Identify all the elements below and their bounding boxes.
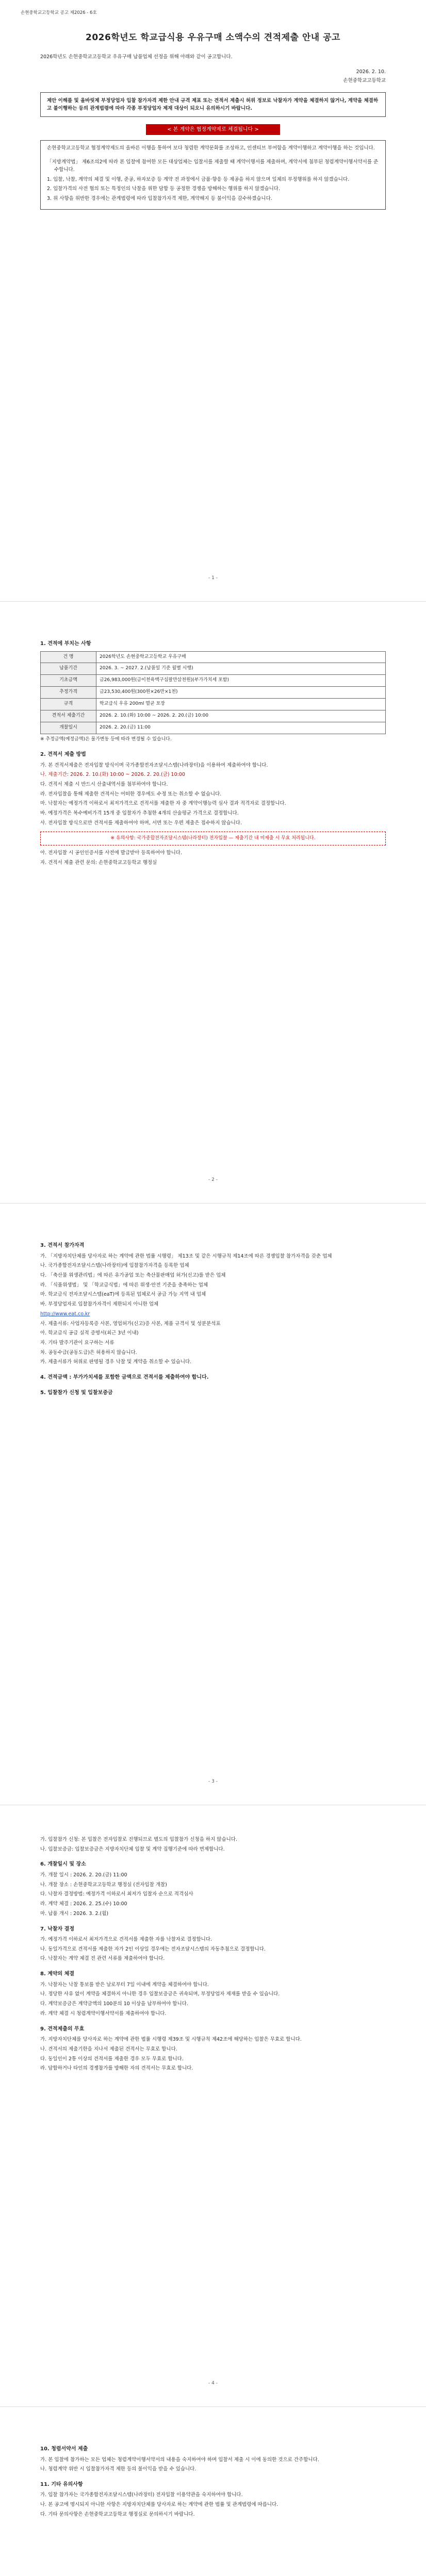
list-item: 마. 납품 개시 : 2026. 3. 2.(월) [40, 1910, 109, 1917]
list-item: 가. 본 입찰에 참가하는 모든 업체는 청렴계약이행서약서의 내용을 숙지하여야 하며 입찰서 제출 시 이에 동의한 것으로 간주합니다. [40, 2456, 319, 2463]
section-heading: 3. 견적서 참가자격 [40, 1243, 85, 1248]
section-heading: 5. 입찰참가 신청 및 입찰보증금 [40, 1389, 113, 1396]
list-item: 2. 입찰가격의 사전 협의 또는 특정인의 낙찰을 위한 담합 등 공정한 경쟁을 방해하는 행위를 하지 않겠습니다. [47, 186, 280, 192]
list-item: 다. 「축산물 위생관리법」에 따른 유가공업 또는 축산물판매업 허가(신고)를 받은 업체 [40, 1272, 226, 1278]
integrity-intro: 손현중학교고등학교 협정계약제도의 올바른 이행을 통하여 보다 청렴한 계약문화를 조성하고, 인센티브 부여함을 계약이행하고 계약이행을 하는 것입니다. [47, 145, 375, 151]
table-key: 추정가격 [41, 687, 96, 699]
list-item: 다. 동일인이 2통 이상의 견적서를 제출한 경우 모두 무효로 합니다. [40, 2056, 184, 2062]
table-value: 2026. 3. ~ 2027. 2.(납품일 기준 월별 시행) [96, 663, 386, 675]
section-heading: 1. 견적에 부치는 사항 [40, 641, 91, 647]
list-item: 나. 제출기간: 2026. 2. 10.(화) 10:00 ~ 2026. 2. 20.(금) 10:00 [40, 772, 185, 778]
list-item: 1. 입찰, 낙찰, 계약의 체결 및 이행, 준공, 하자보증 등 계약 전 과정에서 금품·향응 등 제공을 하지 않으며 일체의 부정행위를 하지 않겠습니다. [47, 176, 350, 182]
list-item: 아. 학교급식 공급 실적 증명서(최근 3년 이내) [40, 1330, 139, 1336]
section-heading: 7. 낙찰자 결정 [40, 1926, 75, 1932]
list-item: 다. 기타 문의사항은 손현중학교고등학교 행정실로 문의하시기 바랍니다. [40, 2511, 195, 2517]
list-item: 바. 예정가격은 복수예비가격 15개 중 입찰자가 추첨한 4개의 산술평균 가격으로 결정합니다. [40, 810, 239, 817]
document-subtitle: 2026학년도 손현중학교고등학교 우유구매 납품업체 선정을 위해 아래와 같이 공고합니다. [40, 54, 233, 60]
table-value: 금26,983,000원(금이천육백구십팔만삼천원)(부가가치세 포함) [96, 675, 386, 687]
table-key: 개찰일시 [41, 722, 96, 734]
list-item: 가. 예정가격 이하로서 최저가격으로 견적서를 제출한 자를 낙찰자로 결정합니다. [40, 1937, 212, 1943]
list-item: 마. 낙찰자는 예정가격 이하로서 최저가격으로 견적서를 제출한 자 중 계약이행능력 심사 결과 적격자로 결정합니다. [40, 801, 286, 807]
table-value: 2026. 2. 20.(금) 11:00 [96, 722, 386, 734]
integrity-box [40, 140, 386, 209]
list-item: 라. 계약 체결 : 2026. 2. 25.(수) 10:00 [40, 1901, 127, 1907]
document-title: 2026학년도 학교급식용 우유구매 소액수의 견적제출 안내 공고 [86, 32, 340, 43]
section-heading: 9. 견적제출의 무효 [40, 2026, 85, 2032]
table-key: 건 명 [41, 651, 96, 663]
list-item: 차. 공동수급(공동도급)은 허용하지 않습니다. [40, 1349, 137, 1355]
list-item: 가. 입찰 참가자는 국가종합전자조달시스템(나라장터) 전자입찰 이용약관을 숙지하여야 합니다. [40, 2492, 243, 2498]
list-item: 바. 부정당업자로 입찰참가자격이 제한되지 아니한 업체 [40, 1301, 159, 1308]
warning-box: 제안 이해를 및 올바릿제 부정당업자 입찰 참가자격 제한 안내 규격 제표 또는 견적서 제출시 허위 정보로 낙찰자가 계약을 체결하지 않거나, 계약을 체결하고 불이행하는 등의 관계법령에 따라 각종 부정당업자 제재 대상이 되오니 유의하시기 바랍니다. [40, 92, 386, 117]
list-item: 라. 전자입찰을 통해 제출한 견적서는 어떠한 경우에도 수정 또는 취소할 수 없습니다. [40, 791, 222, 797]
list-item: 가. 입찰참가 신청: 본 입찰은 전자입찰로 진행되므로 별도의 입찰참가 신청을 하지 않습니다. [40, 1837, 238, 1842]
list-item: 다. 계약보증금은 계약금액의 100분의 10 이상을 납부하여야 합니다. [40, 2001, 188, 2007]
table-key: 규격 [41, 699, 96, 710]
list-item: 나. 정당한 사유 없이 계약을 체결하지 아니한 경우 입찰보증금은 귀속되며, 부정당업자 제재를 받을 수 있습니다. [40, 1991, 280, 1997]
list-item: 자. 견적서 제출 관련 문의: 손현중학교고등학교 행정실 [40, 860, 157, 866]
eat-link[interactable]: http://www.eat.co.kr [40, 1311, 90, 1317]
table-key: 납품기간 [41, 663, 96, 675]
school-name: 손현중학교고등학교 [343, 77, 386, 83]
table-row [41, 722, 386, 734]
page-2 [0, 602, 426, 1204]
page-1 [0, 0, 426, 602]
list-item: 나. 본 공고에 명시되지 아니한 사항은 지방자치단체를 당사자로 하는 계약에 관한 법률 및 관계법령에 따릅니다. [40, 2502, 278, 2508]
table-row [41, 663, 386, 675]
list-item: 사. 전자입찰 방식으로만 견적서를 제출하여야 하며, 서면 또는 우편 제출은 접수하지 않습니다. [40, 820, 242, 826]
table-value: 금23,530,400원(300원×26만×1천) [96, 687, 386, 699]
list-item: 나. 동일가격으로 견적서를 제출한 자가 2인 이상일 경우에는 전자조달시스템의 자동추첨으로 결정합니다. [40, 1946, 266, 1952]
list-item: 라. 「식품위생법」 및 「학교급식법」에 따른 위생·안전 기준을 충족하는 업체 [40, 1282, 208, 1288]
list-item: 카. 제출서류가 허위로 판명될 경우 낙찰 및 계약을 취소할 수 있습니다. [40, 1359, 192, 1365]
list-item: 마. 학교급식 전자조달시스템(eaT)에 등록된 업체로서 공급 가능 지역 내 업체 [40, 1292, 206, 1298]
section-heading: 4. 견적금액 : 부가가치세를 포함한 금액으로 견적서를 제출하여야 합니다. [40, 1375, 209, 1381]
info-table [40, 651, 386, 735]
page-number: - 4 - [208, 2381, 218, 2386]
list-item: 3. 위 사항을 위반한 경우에는 관계법령에 따라 입찰참가자격 제한, 계약해지 등 불이익을 감수하겠습니다. [47, 195, 272, 201]
list-item: 나. 견적서의 제출기한을 지나서 제출된 견적서는 무효로 합니다. [40, 2046, 177, 2052]
list-item: 다. 견적서 제출 시 반드시 산출내역서를 첨부하여야 합니다. [40, 781, 168, 787]
table-key: 견적서 제출기간 [41, 710, 96, 722]
list-item: 아. 전자입찰 시 공인인증서를 사전에 발급받아 등록하여야 합니다. [40, 850, 182, 856]
list-item: 사. 제출서류: 사업자등록증 사본, 영업허가(신고)증 사본, 제품 규격서 및 성분분석표 [40, 1320, 221, 1327]
page-number: - 3 - [208, 1779, 218, 1784]
list-item: 가. 본 견적서제출은 전자입찰 방식이며 국가종합전자조달시스템(나라장터)을 이용하여 제출하여야 합니다. [40, 762, 268, 768]
page-number: - 1 - [208, 575, 218, 581]
section-heading: 8. 계약의 체결 [40, 1971, 75, 1977]
list-item: 가. 지방자치단체를 당사자로 하는 계약에 관한 법률 시행령 제39조 및 시행규칙 제42조에 해당하는 입찰은 무효로 합니다. [40, 2037, 302, 2043]
list-item: 나. 국가종합전자조달시스템(나라장터)에 입찰참가자격을 등록한 업체 [40, 1263, 189, 1269]
integrity-list [47, 159, 379, 203]
document-number: 손현중학교고등학교 공고 제2026 - 6호 [21, 10, 97, 15]
list-item: 나. 개찰 장소 : 손현중학교고등학교 행정실 (전자입찰 개찰) [40, 1882, 167, 1888]
section-heading: 6. 개찰일시 및 장소 [40, 1861, 86, 1868]
list-item: 다. 낙찰자 결정방법: 예정가격 이하로서 최저가 입찰자 순으로 적격심사 [40, 1891, 193, 1897]
section-heading: 10. 청렴서약서 제출 [40, 2446, 88, 2452]
table-key: 기초금액 [41, 675, 96, 687]
list-item: 「지방계약법」 제6조의2에 따라 본 입찰에 참여한 모든 대상업체는 입찰서를 제출할 때 계약이행서를 제출하며, 계약서에 첨부된 청렴계약이행서약서를 준수합니다. [47, 159, 379, 173]
announcement-date: 2026. 2. 10. [356, 69, 386, 75]
page-4 [0, 1805, 426, 2407]
table-value: 2026. 2. 10.(화) 10:00 ~ 2026. 2. 20.(금) 10:00 [96, 710, 386, 722]
list-item: 나. 청렴계약 위반 시 입찰참가자격 제한 등의 불이익을 받을 수 있습니다. [40, 2466, 196, 2472]
list-item: 나. 입찰보증금: 입찰보증금은 지방자치단체 입찰 및 계약 집행기준에 따라 면제합니다. [40, 1846, 225, 1852]
table-row [41, 687, 386, 699]
table-row [41, 710, 386, 722]
list-item: 가. 낙찰자는 낙찰 통보를 받은 날로부터 7일 이내에 계약을 체결하여야 합니다. [40, 1981, 209, 1988]
table-note: ※ 추정금액(예정금액)은 물가변동 등에 따라 변경될 수 있습니다. [40, 737, 172, 742]
table-value: 학교급식 우유 200ml 멸균 포장 [96, 699, 386, 710]
table-row [41, 699, 386, 710]
notice-box: ※ 유의사항: 국가종합전자조달시스템(나라장터) 전자입찰 — 제출기간 내 미제출 시 무효 처리됩니다. [40, 832, 386, 846]
section-heading: 2. 견적서 제출 방법 [40, 752, 86, 757]
list-item: 가. 개찰 일시 : 2026. 2. 20.(금) 11:00 [40, 1872, 127, 1878]
page-5 [0, 2407, 426, 2576]
list-item: 가. 「지방자치단체를 당사자로 하는 계약에 관한 법률 시행령」 제13조 및 같은 시행규칙 제14조에 따른 경쟁입찰 참가자격을 갖춘 업체 [40, 1253, 332, 1259]
table-row [41, 675, 386, 687]
list-item: 다. 낙찰자는 계약 체결 전 관련 서류를 제출하여야 합니다. [40, 1956, 165, 1962]
page-3 [0, 1204, 426, 1805]
contract-banner: < 본 계약은 협정계약제로 체결됩니다 > [146, 124, 280, 135]
list-item: 라. 담합하거나 타인의 경쟁참가를 방해한 자의 견적서는 무효로 합니다. [40, 2065, 193, 2072]
section-heading: 11. 기타 유의사항 [40, 2481, 83, 2487]
table-value: 2026학년도 손현중학교고등학교 우유구매 [96, 651, 386, 663]
list-item: 라. 계약 체결 시 청렴계약이행서약서를 제출하여야 합니다. [40, 2010, 167, 2016]
page-number: - 2 - [208, 1177, 218, 1182]
table-row [41, 651, 386, 663]
list-item: 자. 기타 발주기관이 요구하는 서류 [40, 1340, 114, 1346]
